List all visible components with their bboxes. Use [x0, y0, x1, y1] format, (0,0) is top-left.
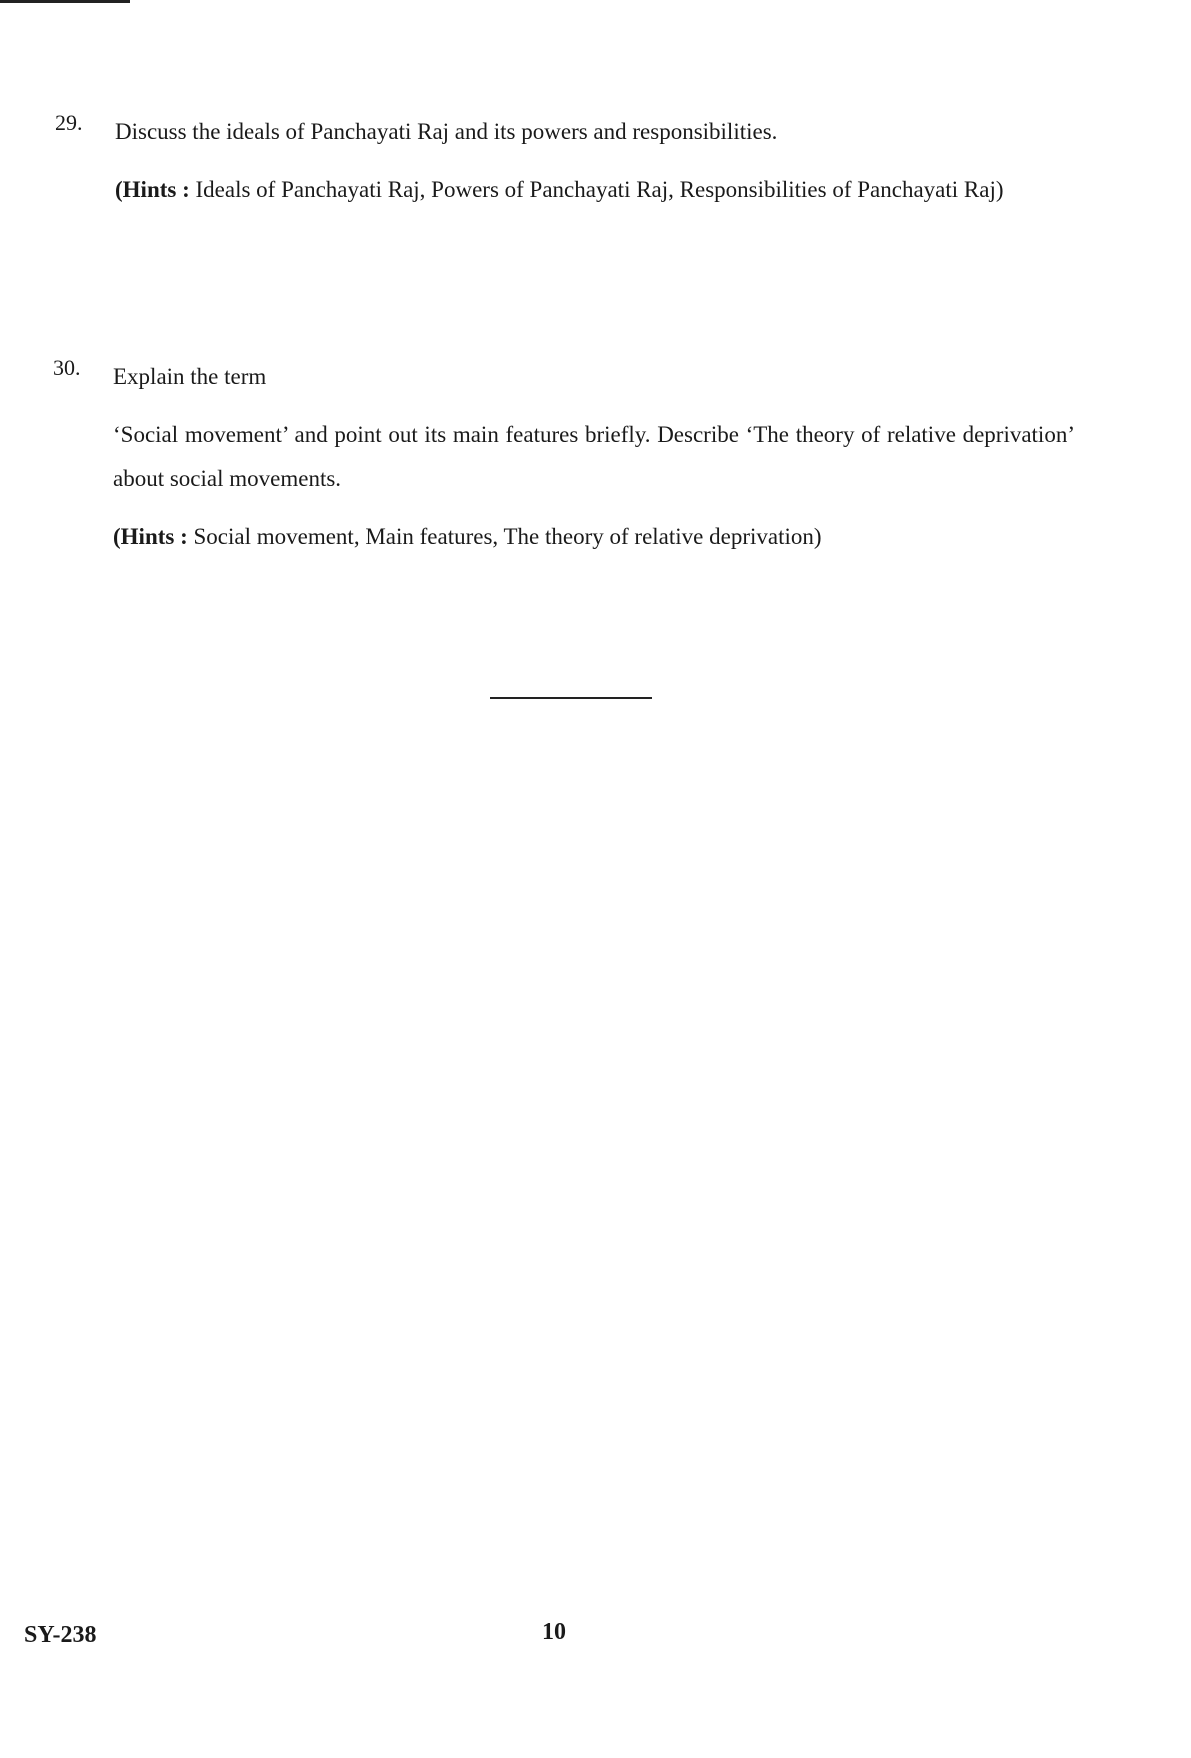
paper-code: SY-238: [24, 1622, 97, 1648]
question-30: [55, 355, 1075, 559]
end-rule: [490, 697, 652, 699]
question-hint: [115, 168, 1075, 212]
page-number: 10: [542, 1619, 566, 1645]
question-hint: [113, 515, 1075, 559]
question-text-intro: Explain the term: [113, 364, 267, 389]
question-29: [55, 110, 1075, 212]
question-number: 30.: [53, 355, 81, 380]
question-body: [115, 110, 1075, 212]
hint-label: (Hints :: [115, 177, 190, 202]
question-number: 29.: [55, 110, 83, 135]
hint-text: Social movement, Main features, The theory of relative deprivation): [187, 524, 822, 549]
hint-text: Ideals of Panchayati Raj, Powers of Panchayati Raj, Responsibilities of Panchayati Raj): [189, 177, 1004, 202]
question-body: [113, 355, 1075, 559]
top-rule: [0, 0, 130, 3]
question-text: Discuss the ideals of Panchayati Raj and its powers and responsibilities.: [115, 119, 778, 144]
hint-label: (Hints :: [113, 524, 188, 549]
question-text: ‘Social movement’ and point out its main features briefly. Describe ‘The theory of relative deprivation’ about social movements.: [113, 422, 1075, 491]
